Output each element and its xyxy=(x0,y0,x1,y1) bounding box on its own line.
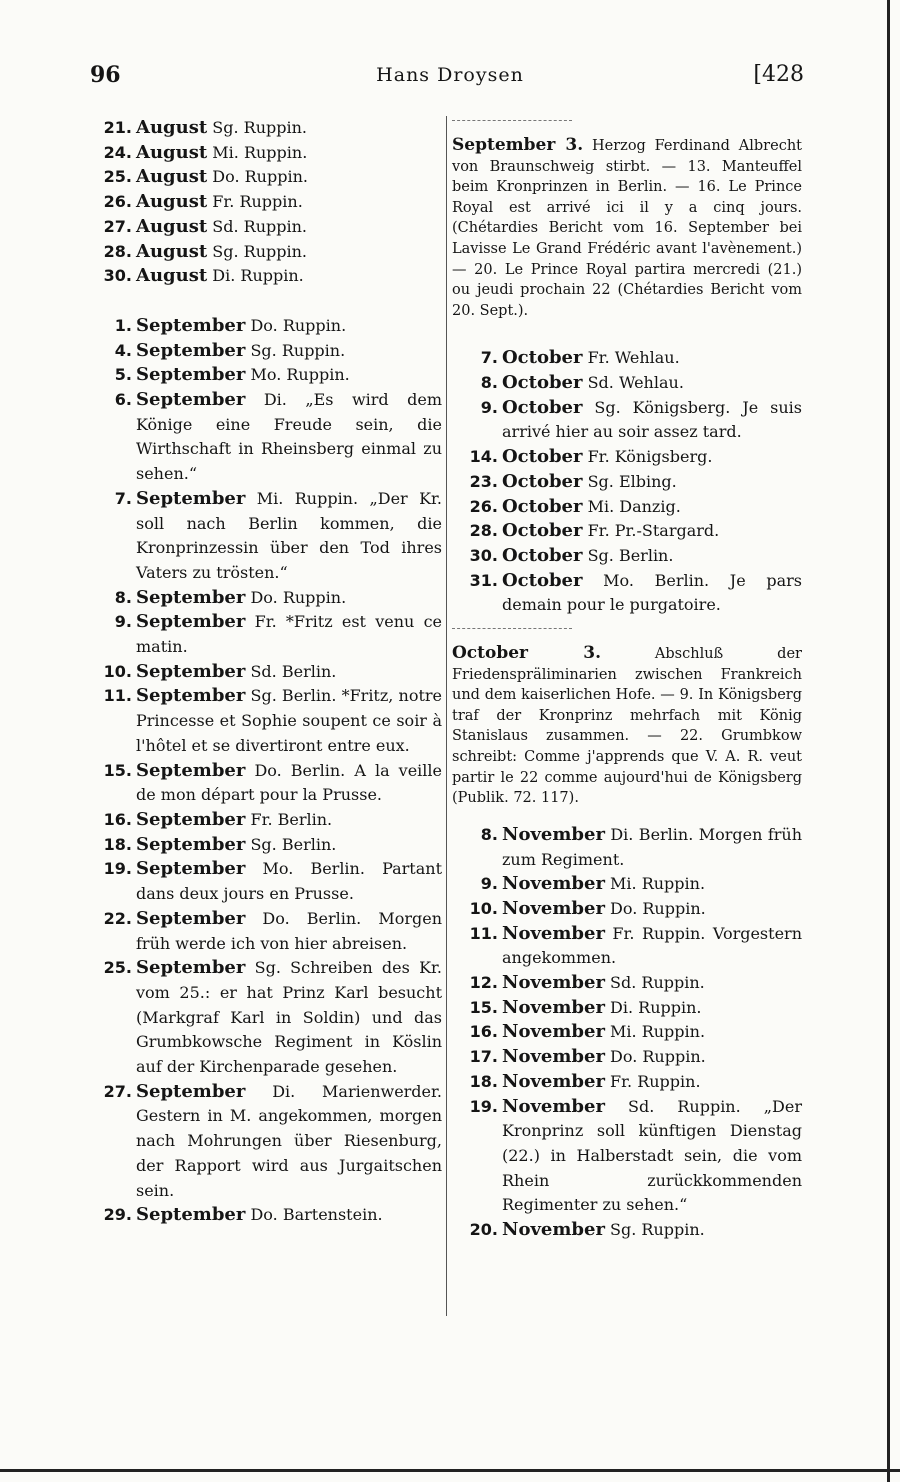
entry-day: 8. xyxy=(480,373,498,393)
entry-body xyxy=(502,371,802,396)
entry-text: Sd. Ruppin. xyxy=(207,216,307,236)
diary-entry xyxy=(86,240,442,265)
entry-body xyxy=(136,759,442,808)
entry-day: 11. xyxy=(469,923,498,943)
entry-body xyxy=(136,165,442,190)
entry-text: Mi. Ruppin. „Der Kr. soll nach Berlin kommen, die Kronprinzessin über den Tod ihres Vaters zu trösten.“ xyxy=(136,488,442,582)
entry-day: 18. xyxy=(103,834,132,854)
entry-month: September xyxy=(136,364,246,386)
entry-body xyxy=(136,610,442,659)
entry-month: September xyxy=(136,339,246,361)
diary-entry xyxy=(86,487,442,586)
entry-text: Di. Ruppin. xyxy=(604,997,702,1017)
entry-body xyxy=(502,872,802,897)
entry-text: Sg. Berlin. xyxy=(245,834,337,854)
entry-text: Mo. Ruppin. xyxy=(245,365,350,385)
entry-body xyxy=(502,396,802,445)
diary-entry xyxy=(86,190,442,215)
entry-month: November xyxy=(502,1070,605,1092)
entry-body xyxy=(136,363,442,388)
entry-month: November xyxy=(502,996,605,1018)
diary-entry xyxy=(86,165,442,190)
entry-text: Sd. Ruppin. „Der Kronprinz soll künftigen Dienstag (22.) in Halberstadt sein, die vom Rhein zurückkommenden Regimenter zu sehen.“ xyxy=(502,1096,802,1215)
entry-body xyxy=(136,264,442,289)
entry-day: 27. xyxy=(103,216,132,236)
entry-body xyxy=(136,808,442,833)
spacer xyxy=(86,289,442,314)
entry-text: Do. Ruppin. xyxy=(245,587,347,607)
entry-body xyxy=(136,141,442,166)
diary-entry xyxy=(86,141,442,166)
diary-entry xyxy=(86,314,442,339)
diary-entry xyxy=(452,971,802,996)
entry-month: November xyxy=(502,1095,605,1117)
entry-month: October xyxy=(502,569,583,591)
entry-body xyxy=(136,190,442,215)
entry-text: Fr. Berlin. xyxy=(245,809,333,829)
entry-body xyxy=(502,1218,802,1243)
entry-text: Sd. Ruppin. xyxy=(604,973,705,993)
diary-entry xyxy=(452,1045,802,1070)
entry-text: Di. „Es wird dem Könige eine Freude sein, die Wirthschaft in Rheinsberg einmal zu sehen.“ xyxy=(136,390,442,484)
entry-text: Sg. Ruppin. xyxy=(207,241,307,261)
entry-day: 6. xyxy=(114,390,132,410)
entry-text: Do. Berlin. A la veille de mon départ pour la Prusse. xyxy=(136,760,442,805)
entry-text: Sg. Berlin. xyxy=(582,545,674,565)
entry-text: Fr. Ruppin. Vorgestern angekommen. xyxy=(502,923,802,968)
page-header xyxy=(0,62,900,92)
entry-day: 8. xyxy=(480,824,498,844)
entry-month: September xyxy=(136,660,246,682)
entry-day: 31. xyxy=(469,570,498,590)
diary-entry xyxy=(452,544,802,569)
entry-body xyxy=(502,1045,802,1070)
entry-day: 26. xyxy=(103,192,132,212)
entry-day: 30. xyxy=(103,266,132,286)
diary-entry xyxy=(452,445,802,470)
diary-entry xyxy=(452,897,802,922)
entry-day: 25. xyxy=(103,958,132,978)
entry-text: Sg. Elbing. xyxy=(582,471,677,491)
diary-entry xyxy=(86,116,442,141)
entry-body xyxy=(502,1070,802,1095)
entry-text: Mo. Berlin. Je pars demain pour le purgatoire. xyxy=(502,570,802,615)
entry-day: 10. xyxy=(469,898,498,918)
entry-day: 9. xyxy=(480,397,498,417)
footnote-october xyxy=(452,643,802,809)
entry-text: Sg. Ruppin. xyxy=(207,118,307,137)
entry-body xyxy=(136,1203,442,1228)
entry-body xyxy=(502,495,802,520)
entry-month: September xyxy=(136,957,246,979)
entry-day: 1. xyxy=(114,315,132,335)
entry-body xyxy=(502,971,802,996)
entry-month: November xyxy=(502,1219,605,1241)
entry-day: 21. xyxy=(103,118,132,137)
diary-entry xyxy=(452,1095,802,1219)
entry-day: 7. xyxy=(480,348,498,368)
entry-body xyxy=(136,116,442,141)
diary-entry xyxy=(86,1080,442,1204)
entry-month: November xyxy=(502,972,605,994)
entry-text: Fr. Wehlau. xyxy=(582,348,680,368)
diary-entry xyxy=(86,907,442,956)
entry-body xyxy=(502,445,802,470)
entry-text: Mo. Berlin. Partant dans deux jours en Prusse. xyxy=(136,859,442,904)
entry-day: 22. xyxy=(103,908,132,928)
diary-entry xyxy=(452,922,802,971)
entry-day: 23. xyxy=(469,471,498,491)
entry-month: August xyxy=(136,215,208,237)
entry-day: 8. xyxy=(114,587,132,607)
entry-body xyxy=(502,922,802,971)
entry-month: August xyxy=(136,240,208,262)
entry-day: 11. xyxy=(103,686,132,706)
column-divider xyxy=(446,116,447,1316)
spacer xyxy=(452,809,802,823)
entry-day: 20. xyxy=(469,1220,498,1240)
entry-body xyxy=(136,314,442,339)
diary-entry xyxy=(86,956,442,1080)
page-reference: [428 xyxy=(753,62,804,87)
entry-month: November xyxy=(502,823,605,845)
entry-day: 5. xyxy=(114,365,132,385)
entry-text: Fr. Königsberg. xyxy=(582,447,713,467)
entry-day: 27. xyxy=(103,1081,132,1101)
entry-body xyxy=(502,519,802,544)
entry-month: August xyxy=(136,166,208,188)
diary-entry xyxy=(86,215,442,240)
entry-text: Do. Ruppin. xyxy=(604,1047,706,1067)
entry-text: Fr. Ruppin. xyxy=(207,192,303,212)
entry-month: September xyxy=(136,833,246,855)
note-separator xyxy=(452,120,572,121)
entry-month: August xyxy=(136,117,208,138)
entry-month: September xyxy=(136,487,246,509)
entry-text: Do. Ruppin. xyxy=(245,315,347,335)
note-separator xyxy=(452,628,572,629)
diary-entry xyxy=(86,857,442,906)
entry-text: Sd. Wehlau. xyxy=(582,373,684,393)
footnote-text: Herzog Ferdinand Albrecht von Braunschweig stirbt. — 13. Manteuffel beim Kronprinzen in Berlin. — 16. Le Prince Royal est arrivé ici il y a cinq jours. (Chétardies Bericht vom 16. September bei Lavisse Le Grand Frédéric avant l'avènement.) — 20. Le Prince Royal partira mercredi (21.) ou jeudi prochain 22 (Chétardies Bericht vom 20. Sept.). xyxy=(452,138,802,319)
page-edge-line xyxy=(887,0,890,1482)
entry-month: August xyxy=(136,265,208,287)
diary-entry xyxy=(86,388,442,487)
entry-month: November xyxy=(502,1021,605,1043)
entry-day: 30. xyxy=(469,545,498,565)
entry-body xyxy=(502,897,802,922)
entry-day: 25. xyxy=(103,167,132,187)
diary-entry xyxy=(452,371,802,396)
entry-text: Fr. Pr.-Stargard. xyxy=(582,521,720,541)
entry-body xyxy=(136,956,442,1080)
running-title: Hans Droysen xyxy=(376,64,524,86)
footnote-heading: October 3. xyxy=(452,643,601,664)
entry-body xyxy=(502,1020,802,1045)
page-bottom-line xyxy=(0,1469,900,1472)
diary-entry xyxy=(86,363,442,388)
entry-text: Fr. *Fritz est venu ce matin. xyxy=(136,612,442,657)
spacer xyxy=(452,321,802,346)
entry-text: Mi. Ruppin. xyxy=(207,142,308,162)
diary-entry xyxy=(452,396,802,445)
entry-body xyxy=(502,823,802,872)
diary-entry xyxy=(86,759,442,808)
diary-entry xyxy=(452,495,802,520)
diary-entry xyxy=(86,808,442,833)
entry-body xyxy=(136,1080,442,1204)
entry-month: October xyxy=(502,520,583,542)
entry-month: October xyxy=(502,396,583,418)
entry-text: Sg. Berlin. *Fritz, notre Princesse et Sophie soupent ce soir à l'hôtel et se divertiront entre eux. xyxy=(136,686,442,755)
entry-month: November xyxy=(502,873,605,895)
entry-body xyxy=(502,996,802,1021)
entry-month: September xyxy=(136,858,246,880)
footnote-september xyxy=(452,135,802,321)
entry-day: 16. xyxy=(469,1022,498,1042)
diary-entry xyxy=(452,519,802,544)
entry-day: 19. xyxy=(103,859,132,879)
diary-entry xyxy=(86,586,442,611)
entry-month: September xyxy=(136,759,246,781)
entry-text: Do. Bartenstein. xyxy=(245,1205,383,1225)
entry-month: October xyxy=(502,446,583,468)
footnote-text: Abschluß der Friedenspräliminarien zwischen Frankreich und dem kaiserlichen Hofe. — 9. In Königsberg traf der Kronprinz mehrfach mit König Stanislaus zusammen. — 22. Grumbkow schreibt: Comme j'apprends que V. A. R. veut partir le 22 comme aujourd'hui de Königsberg (Publik. 72. 117). xyxy=(452,646,802,807)
entry-month: October xyxy=(502,347,583,369)
entry-day: 16. xyxy=(103,809,132,829)
entry-day: 9. xyxy=(114,612,132,632)
entry-month: September xyxy=(136,907,246,929)
entry-body xyxy=(136,684,442,758)
entry-month: September xyxy=(136,389,246,411)
entry-month: November xyxy=(502,922,605,944)
entry-body xyxy=(136,857,442,906)
entry-body xyxy=(136,833,442,858)
entry-month: October xyxy=(502,544,583,566)
entry-day: 10. xyxy=(103,661,132,681)
entry-month: September xyxy=(136,611,246,633)
diary-entry xyxy=(86,610,442,659)
entry-text: Sg. Königsberg. Je suis arrivé hier au soir assez tard. xyxy=(502,397,802,442)
entry-day: 7. xyxy=(114,488,132,508)
diary-entry xyxy=(86,339,442,364)
entry-text: Sg. Schreiben des Kr. vom 25.: er hat Prinz Karl besucht (Markgraf Karl in Soldin) und das Grumbkowsche Regiment in Köslin auf der Kirchenparade gesehen. xyxy=(136,958,442,1077)
entry-day: 9. xyxy=(480,874,498,894)
entry-day: 28. xyxy=(103,241,132,261)
entry-body xyxy=(502,470,802,495)
entry-body xyxy=(136,586,442,611)
diary-entry xyxy=(452,996,802,1021)
diary-entry xyxy=(452,823,802,872)
entry-month: September xyxy=(136,685,246,707)
entry-text: Do. Ruppin. xyxy=(207,167,308,187)
entry-body xyxy=(136,487,442,586)
entry-body xyxy=(502,544,802,569)
entry-body xyxy=(136,660,442,685)
entry-month: September xyxy=(136,1204,246,1226)
entry-month: September xyxy=(136,1080,246,1102)
entry-day: 17. xyxy=(469,1047,498,1067)
left-column xyxy=(86,116,442,1228)
entry-month: November xyxy=(502,1046,605,1068)
entry-body xyxy=(136,339,442,364)
entry-text: Sg. Ruppin. xyxy=(604,1220,705,1240)
entry-text: Do. Ruppin. xyxy=(604,898,706,918)
diary-entry xyxy=(86,1203,442,1228)
entry-day: 12. xyxy=(469,973,498,993)
entry-day: 4. xyxy=(114,340,132,360)
november-entries xyxy=(452,823,802,1243)
diary-entry xyxy=(86,684,442,758)
entry-text: Di. Marienwerder. Gestern in M. angekommen, morgen nach Mohrungen über Riesenburg, der Rapport wird aus Jurgaitschen sein. xyxy=(136,1081,442,1200)
entry-body xyxy=(502,1095,802,1219)
entry-month: September xyxy=(136,586,246,608)
entry-day: 29. xyxy=(103,1205,132,1225)
diary-entry xyxy=(452,569,802,618)
entry-month: August xyxy=(136,141,208,163)
entry-day: 28. xyxy=(469,521,498,541)
entry-day: 15. xyxy=(469,997,498,1017)
diary-entry xyxy=(86,264,442,289)
entry-month: October xyxy=(502,470,583,492)
entry-text: Di. Ruppin. xyxy=(207,266,304,286)
entry-month: October xyxy=(502,495,583,517)
entry-month: August xyxy=(136,191,208,213)
entry-text: Sg. Ruppin. xyxy=(245,340,346,360)
entry-text: Di. Berlin. Morgen früh zum Regiment. xyxy=(502,824,802,869)
diary-entry xyxy=(452,1020,802,1045)
entry-text: Do. Berlin. Morgen früh werde ich von hier abreisen. xyxy=(136,908,442,953)
entry-day: 19. xyxy=(469,1096,498,1116)
right-column xyxy=(452,116,802,1243)
october-entries xyxy=(452,346,802,618)
page-number: 96 xyxy=(90,62,121,88)
entry-text: Mi. Ruppin. xyxy=(604,1022,706,1042)
entry-text: Mi. Danzig. xyxy=(582,496,681,516)
entry-day: 14. xyxy=(469,447,498,467)
entry-month: September xyxy=(136,314,246,336)
diary-entry xyxy=(452,1218,802,1243)
entry-day: 26. xyxy=(469,496,498,516)
entry-day: 24. xyxy=(103,142,132,162)
diary-entry xyxy=(86,833,442,858)
diary-entry xyxy=(86,660,442,685)
entry-body xyxy=(136,907,442,956)
entry-day: 15. xyxy=(103,760,132,780)
entry-text: Mi. Ruppin. xyxy=(604,874,706,894)
entry-body xyxy=(502,569,802,618)
diary-entry xyxy=(452,1070,802,1095)
diary-entry xyxy=(452,872,802,897)
entry-month: November xyxy=(502,897,605,919)
entry-body xyxy=(136,215,442,240)
entry-text: Sd. Berlin. xyxy=(245,661,337,681)
entry-month: October xyxy=(502,372,583,394)
entry-body xyxy=(136,240,442,265)
entry-body xyxy=(136,388,442,487)
entry-text: Fr. Ruppin. xyxy=(604,1071,701,1091)
entry-body xyxy=(502,346,802,371)
diary-entry xyxy=(452,470,802,495)
diary-entry xyxy=(452,346,802,371)
footnote-heading: September 3. xyxy=(452,135,584,155)
entry-month: September xyxy=(136,808,246,830)
entry-day: 18. xyxy=(469,1071,498,1091)
